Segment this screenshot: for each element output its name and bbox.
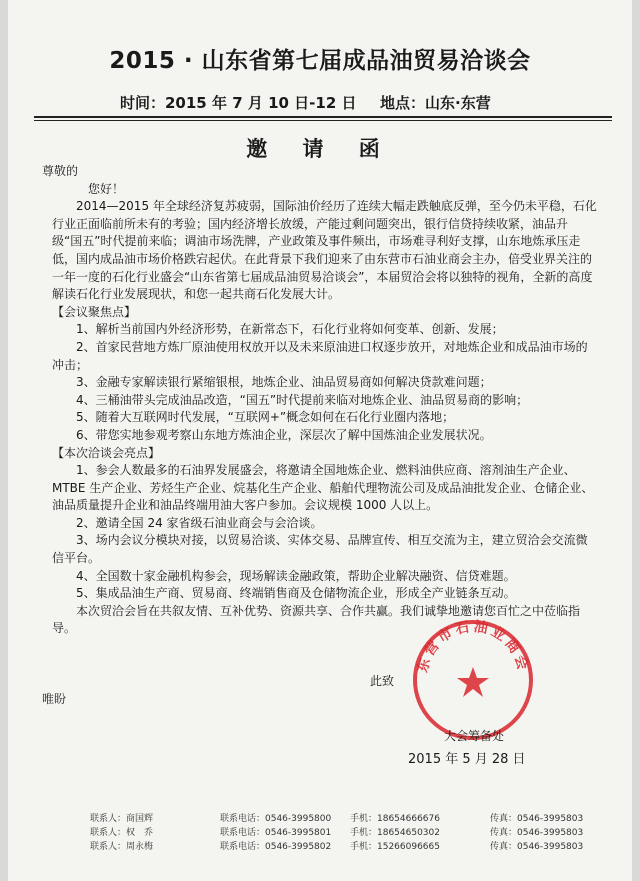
event-title: 2015 · 山东省第七届成品油贸易洽谈会 — [109, 48, 531, 74]
letter-heading: 邀 请 函 — [246, 137, 394, 161]
header-rule-thin — [34, 120, 612, 121]
focus-item: 4、三桶油带头完成油品改造，“国五”时代提前来临对地炼企业、油品贸易商的影响； — [76, 392, 529, 407]
contact-fax: 传真：0546-3995803 — [490, 814, 584, 824]
focus-item: 3、金融专家解读银行紧缩银根，地炼企业、油品贸易商如何解决贷款难问题； — [76, 375, 492, 390]
contact-mobile: 手机：18654650302 — [350, 828, 440, 838]
contact-mobile: 手机：15266096665 — [350, 842, 440, 852]
highlight-item: 5、集成品油生产商、贸易商、终端销售商及仓储物流企业，形成全产业链条互动。 — [76, 586, 516, 601]
focus-item: 6、带您实地参观考察山东地方炼油企业，深层次了解中国炼油企业发展状况。 — [76, 427, 492, 442]
focus-title: 【会议聚焦点】 — [52, 304, 137, 319]
contact-row — [90, 812, 610, 826]
invitation-document — [8, 0, 632, 881]
highlight-item: 3、场内会议分模块对接，以贸易洽谈、实体交易、品牌宣传、相互交流为主，建立贸洽会交流微信平台。 — [52, 533, 588, 566]
contact-fax: 传真：0546-3995803 — [490, 842, 584, 852]
contact-name: 联系人：权 乔 — [90, 828, 154, 838]
letter-date: 2015 年 5 月 28 日 — [408, 752, 526, 767]
jingli-text: 唯盼 — [42, 692, 67, 706]
contact-fax: 传真：0546-3995803 — [490, 828, 584, 838]
highlight-item: 4、全国数十家金融机构参会，现场解读金融政策，帮助企业解决融资、信贷难题。 — [76, 568, 516, 583]
contact-name: 联系人：周永梅 — [90, 842, 154, 852]
closing-paragraph: 本次贸洽会旨在共叙友情、互补优势、资源共享、合作共赢。我们诚挚地邀请您百忙之中莅临指导。 — [52, 603, 581, 636]
contact-name: 联系人：商国辉 — [90, 814, 154, 824]
organization-seal-icon — [408, 615, 538, 745]
contact-row — [90, 826, 610, 840]
focus-item: 1、解析当前国内外经济形势，在新常态下，石化行业将如何变革、创新、发展； — [76, 322, 504, 337]
focus-item: 2、首家民营地方炼厂原油使用权放开以及未来原油进口权逐步放开，对地炼企业和成品油市场的冲击； — [52, 339, 588, 372]
focus-item: 5、随着大互联网时代发展，“互联网+”概念如何在石化行业圈内落地； — [76, 410, 455, 425]
contact-phone: 联系电话：0546-3995800 — [220, 814, 332, 824]
highlight-item: 1、参会人数最多的石油界发展盛会，将邀请全国地炼企业、燃料油供应商、溶剂油生产企业、MTBE 生产企业、芳烃生产企业、烷基化生产企业、船舶代理物流公司及成品油批发企业、仓储企业、油品质量提升企业和油品终端用油大客户参加。会议规模 1000 人以上。 — [52, 463, 594, 513]
contact-mobile: 手机：18654666676 — [350, 814, 440, 824]
signer: 大会筹备处 — [444, 729, 505, 743]
contact-phone: 联系电话：0546-3995802 — [220, 842, 332, 852]
intro-paragraph: 2014—2015 年全球经济复苏疲弱，国际油价经历了连续大幅走跌触底反弹，至今仍未平稳，石化行业正面临前所未有的考验；国内经济增长放缓，产能过剩问题突出，银行信贷持续收紧，油品升级“国五”时代提前来临；调油市场洗牌，产业政策及事件频出，市场难寻利好支撑，山东地炼承压走低，国内成品油市场价格跌宕起伏。在此背景下我们迎来了由东营市石油业商会主办，倍受业界关注的一年一度的石化行业盛会“山东省第七届成品油贸易洽谈会”，本届贸洽会将以独特的视角，全新的高度解读石化行业发展现状，和您一起共商石化发展大计。 — [52, 199, 597, 302]
svg-text:东营市石油业商会: 东营市石油业商会 — [414, 618, 532, 675]
salutation: 尊敬的 — [42, 164, 79, 178]
event-time: 时间：2015 年 7 月 10 日-12 日 — [120, 94, 357, 112]
contact-row — [90, 840, 610, 854]
event-place: 地点：山东·东营 — [380, 94, 491, 112]
header-rule — [34, 116, 612, 118]
greeting: 您好！ — [88, 181, 125, 196]
contact-phone: 联系电话：0546-3995801 — [220, 828, 332, 838]
letter-body — [42, 163, 598, 638]
highlight-item: 2、邀请全国 24 家省级石油业商会与会洽谈。 — [76, 515, 323, 530]
highlight-title: 【本次洽谈会亮点】 — [52, 445, 161, 460]
cizhi-text: 此致 — [370, 674, 395, 688]
contact-list — [90, 812, 610, 854]
